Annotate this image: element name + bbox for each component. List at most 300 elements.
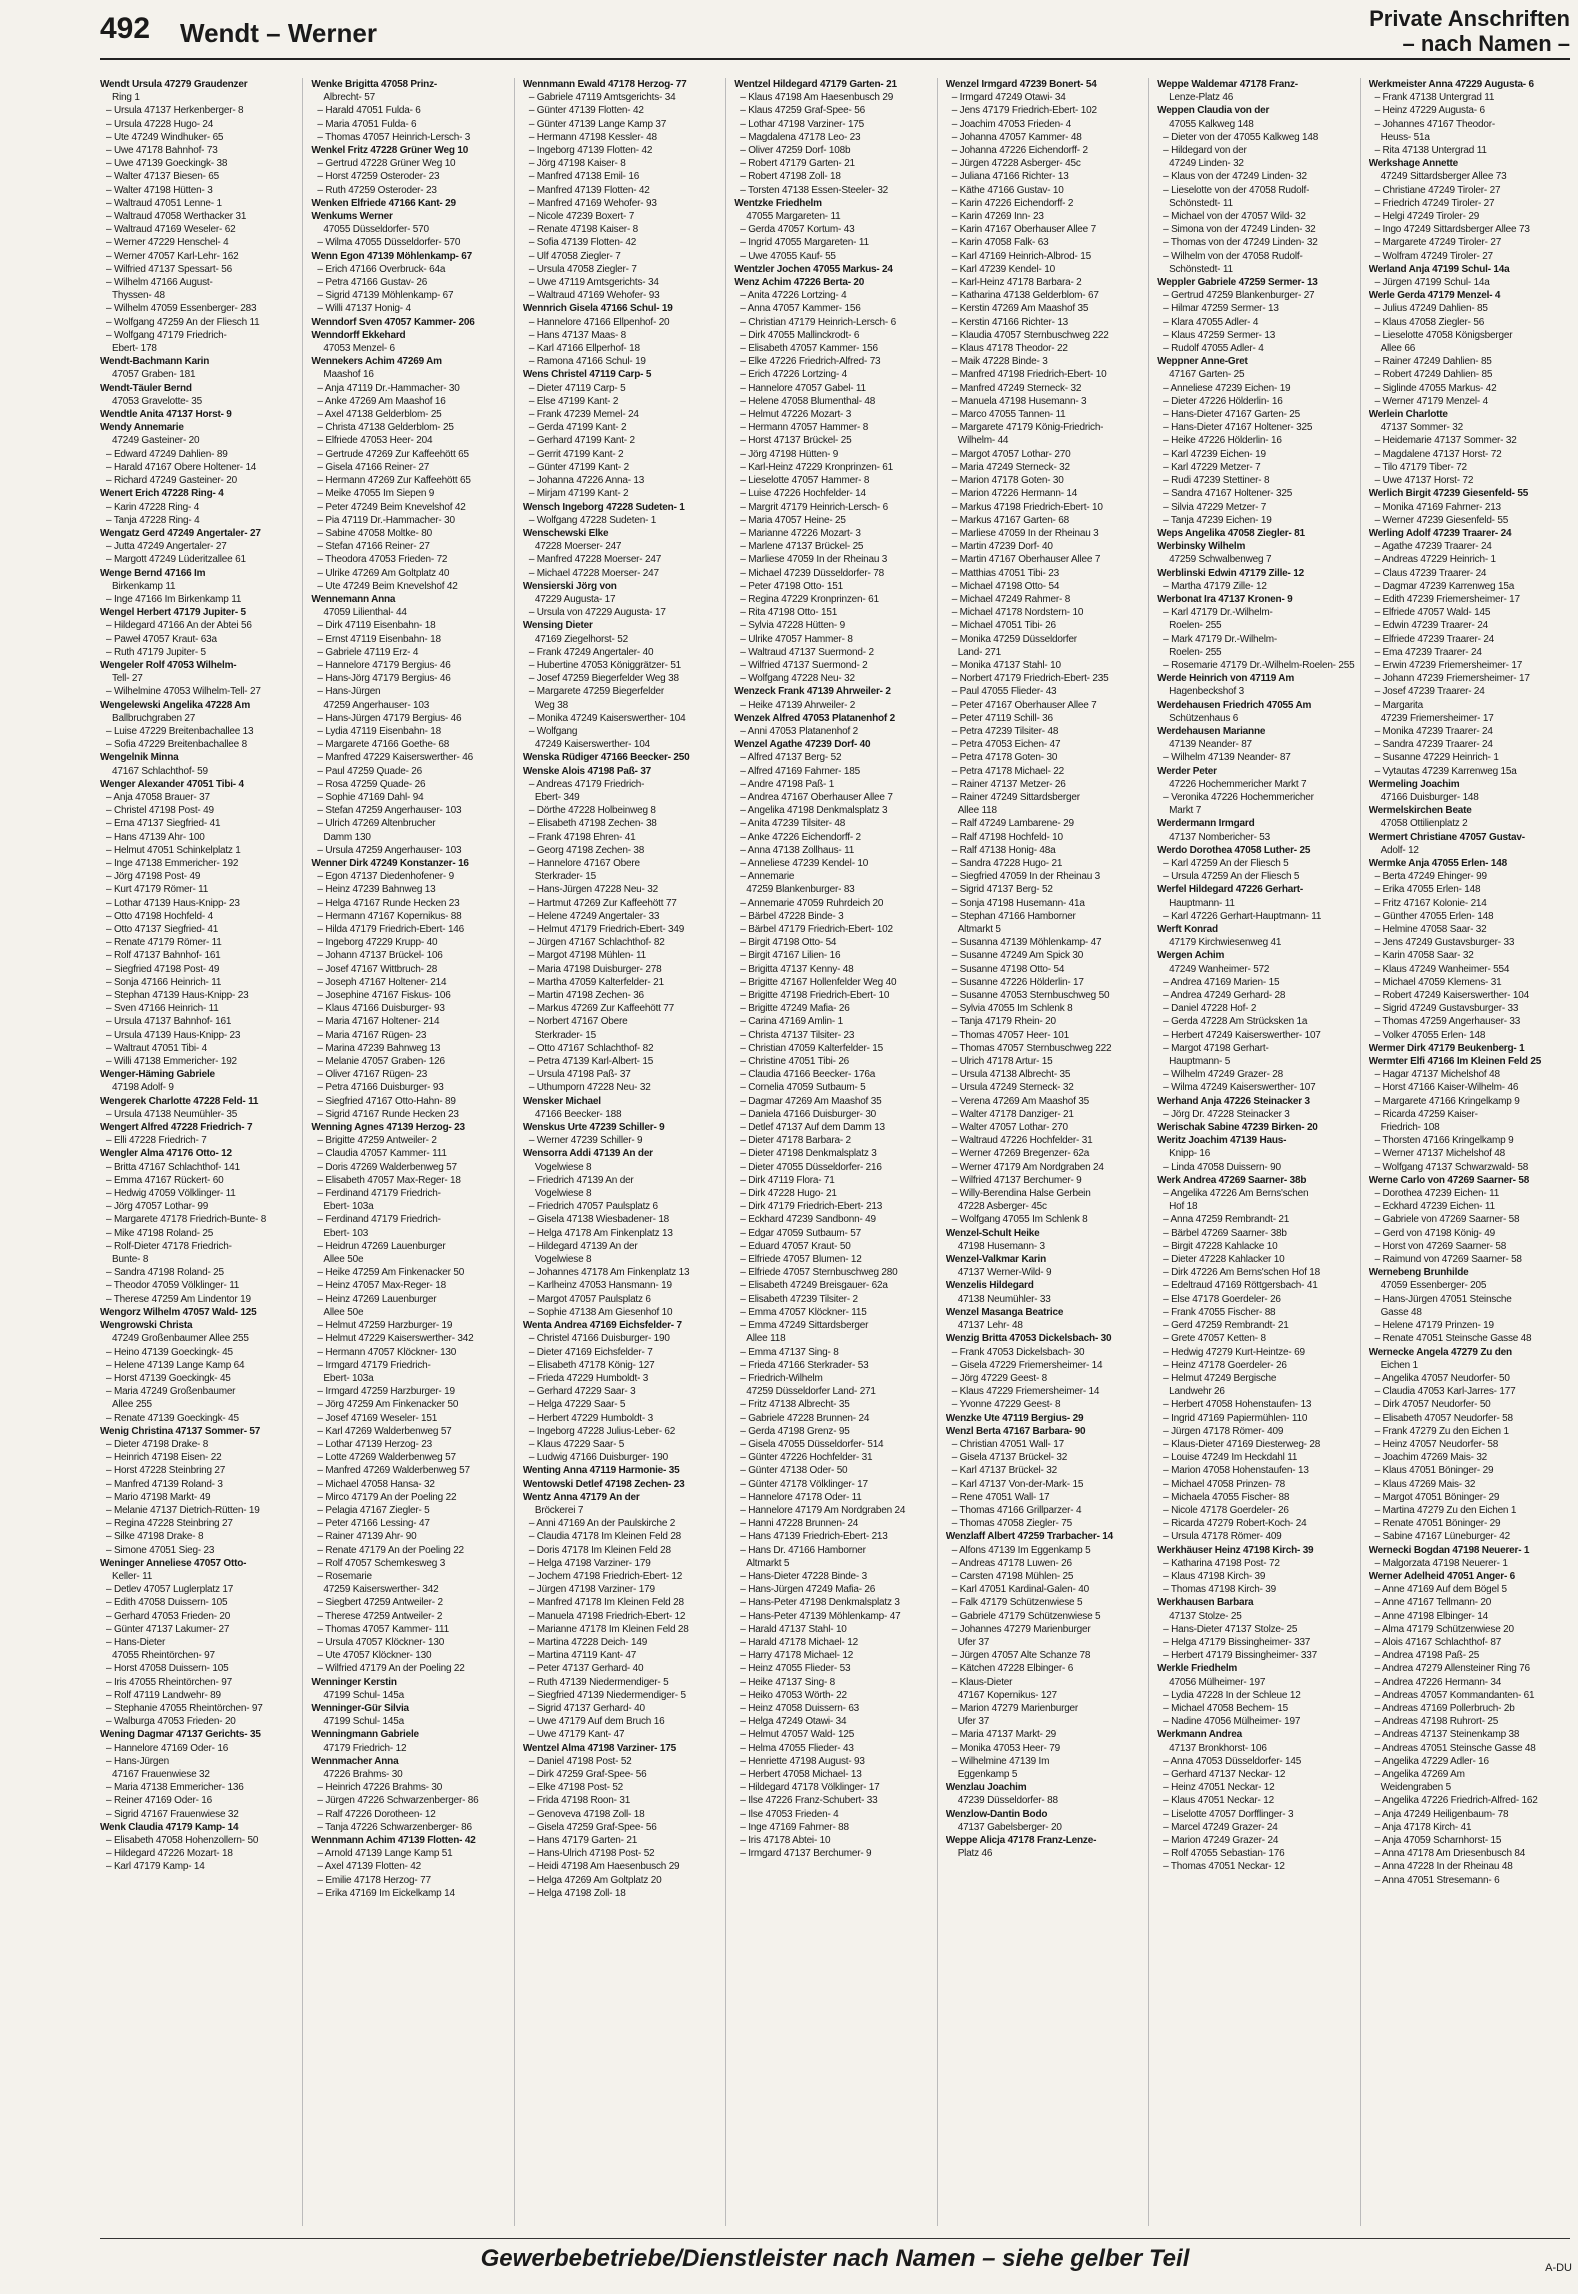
directory-entry: – Heinz 47229 Augusta- 6 <box>1374 105 1485 117</box>
directory-entry: – Karl 47166 Ellperhof- 18 <box>528 343 640 355</box>
directory-entry: – Ute 47249 Beim Knevelshof 42 <box>317 580 458 592</box>
directory-entry: – Petra 47178 Goten- 30 <box>951 752 1058 764</box>
directory-entry: 47249 Wanheimer- 572 <box>1169 963 1270 975</box>
directory-entry: – Wilma 47055 Düsseldorfer- 570 <box>317 237 461 249</box>
directory-entry: Ebert- 103a <box>323 1372 374 1384</box>
directory-entry: 47137 Sommer- 32 <box>1380 422 1463 434</box>
directory-entry: – Eckhard 47239 Eichen- 11 <box>1374 1201 1495 1213</box>
directory-entry: – Maria 47249 Sterneck- 32 <box>951 461 1070 473</box>
directory-entry-name: Wenken Elfriede 47166 Kant- 29 <box>311 197 456 209</box>
directory-entry-name: Wensing Dieter <box>522 620 593 632</box>
directory-entry: Sterkrader- 15 <box>534 1029 596 1041</box>
directory-entry: – Ursula 47138 Neumühler- 35 <box>106 1108 238 1120</box>
directory-entry: Friedrich- 108 <box>1380 1122 1440 1134</box>
directory-entry: – Emilie 47178 Herzog- 77 <box>317 1874 431 1886</box>
directory-entry: – Otto 47167 Schlachthof- 82 <box>528 1042 654 1054</box>
directory-entry: – Petra 47053 Eichen- 47 <box>951 739 1061 751</box>
directory-entry: – Margarete 47179 König-Friedrich- <box>951 422 1104 434</box>
directory-entry-name: Werk Andrea 47269 Saarner- 38b <box>1157 1174 1307 1186</box>
directory-entry: – Willi 47138 Emmericher- 192 <box>106 1056 237 1068</box>
directory-entry: – Gerd 47259 Rembrandt- 21 <box>1163 1320 1289 1332</box>
directory-entry: – Klaus 47051 Böninger- 29 <box>1374 1465 1494 1477</box>
directory-entry: – Regina 47229 Kronprinzen- 61 <box>740 593 879 605</box>
directory-entry: – Wilhelm 47166 August- <box>106 277 213 289</box>
directory-entry-name: Wermke Anja 47055 Erlen- 148 <box>1368 857 1507 869</box>
directory-entry: – Michaela 47055 Fischer- 88 <box>1163 1491 1290 1503</box>
directory-entry: – Gerda 47199 Kant- 2 <box>528 422 627 434</box>
directory-entry: – Rainer 47139 Ahr- 90 <box>317 1531 417 1543</box>
directory-entry: – Nadine 47056 Mülheimer- 197 <box>1163 1716 1301 1728</box>
directory-entry: – Gisela 47137 Brückel- 32 <box>951 1452 1068 1464</box>
directory-entry: – Thomas 47057 Heer- 101 <box>951 1029 1070 1041</box>
directory-entry: – Brigitte 47249 Mafia- 26 <box>740 1003 850 1015</box>
directory-entry: – Eckhard 47239 Sandbonn- 49 <box>740 1214 876 1226</box>
directory-entry: – Wilfried 47179 An der Poeling 22 <box>317 1663 465 1675</box>
directory-entry: – Magdalene 47137 Horst- 72 <box>1374 448 1502 460</box>
directory-entry: – Werner 47269 Bregenzer- 62a <box>951 1148 1090 1160</box>
directory-entry: – Martin 47239 Dorf- 40 <box>951 541 1053 553</box>
directory-entry: 47056 Mülheimer- 197 <box>1169 1676 1266 1688</box>
directory-entry: – Hans 47139 Friedrich-Ebert- 213 <box>740 1531 888 1543</box>
directory-entry: – Heike 47139 Ahrweiler- 2 <box>740 699 856 711</box>
directory-entry: – Klaudia 47057 Sternbuschweg 222 <box>951 329 1109 341</box>
directory-entry: – Christian 47179 Heinrich-Lersch- 6 <box>740 316 896 328</box>
directory-entry: Eichen 1 <box>1380 1359 1418 1371</box>
directory-entry-name: Wentzel Hildegard 47179 Garten- 21 <box>734 79 897 90</box>
directory-entry-name: Wermelskirchen Beate <box>1368 805 1472 817</box>
directory-entry: Schönstedt- 11 <box>1169 197 1233 209</box>
directory-entry: – Thomas 47058 Ziegler- 75 <box>951 1518 1072 1530</box>
directory-entry: – Manfred 47228 Moerser- 247 <box>528 554 662 566</box>
directory-entry: – Jörg 47198 Hütten- 9 <box>740 448 839 460</box>
directory-entry: Gasse 48 <box>1380 1306 1422 1318</box>
directory-entry-name: Wenzlaff Albert 47259 Trarbacher- 14 <box>945 1531 1114 1543</box>
directory-entry: – Ilse 47053 Frieden- 4 <box>740 1808 839 1820</box>
directory-entry: – Frieda 47229 Humboldt- 3 <box>528 1372 649 1384</box>
directory-entry: 47259 Angerhauser- 103 <box>323 699 430 711</box>
directory-entry: – Dieter 47226 Hölderlin- 16 <box>1163 395 1283 407</box>
directory-entry: – Waltraud 47226 Hochfelder- 31 <box>951 1135 1093 1147</box>
directory-entry: – Elfriede 47057 Blumen- 12 <box>740 1254 862 1266</box>
directory-entry: – Werner 47179 Am Nordgraben 24 <box>951 1161 1104 1173</box>
directory-entry: – Frieda 47166 Sterkrader- 53 <box>740 1359 869 1371</box>
directory-entry: – Harald 47051 Fulda- 6 <box>317 105 421 117</box>
directory-entry: – Maria 47167 Holtener- 214 <box>317 1016 440 1028</box>
directory-entry-name: Werischak Sabine 47239 Birken- 20 <box>1157 1122 1318 1134</box>
directory-entry-name: Wenschewski Elke <box>522 527 609 539</box>
directory-entry: – Ursula 47178 Römer- 409 <box>1163 1531 1282 1543</box>
directory-entry: – Stefan 47166 Reiner- 27 <box>317 541 430 553</box>
directory-entry: – Elfriede 47239 Traarer- 24 <box>1374 633 1495 645</box>
directory-entry: – Uwe 47139 Goeckingk- 38 <box>106 158 228 170</box>
directory-entry: – Uwe 47178 Bahnhof- 73 <box>106 145 218 157</box>
directory-entry: – Susanne 47053 Sternbuschweg 50 <box>951 990 1110 1002</box>
directory-entry: – Andreas 47057 Kommandanten- 61 <box>1374 1689 1535 1701</box>
directory-entry: – Horst 47137 Brückel- 25 <box>740 435 852 447</box>
directory-entry: 47169 Ziegelhorst- 52 <box>534 633 628 645</box>
directory-entry: – Therese 47259 Antweiler- 2 <box>317 1610 443 1622</box>
directory-entry: – Martina 47228 Deich- 149 <box>528 1636 648 1648</box>
directory-entry: – Sophie 47169 Dahl- 94 <box>317 791 424 803</box>
directory-entry: – Luise 47229 Breitenbachallee 13 <box>106 725 254 737</box>
directory-entry: – Inge 47138 Emmericher- 192 <box>106 857 239 869</box>
directory-entry: – Oliver 47259 Dorf- 108b <box>740 145 851 157</box>
directory-entry: – Elisabeth 47249 Breisgauer- 62a <box>740 1280 888 1292</box>
directory-entry: – Maria 47198 Duisburger- 278 <box>528 963 662 975</box>
directory-entry: – Sigrid 47137 Gerhard- 40 <box>528 1702 645 1714</box>
directory-entry: – Michael von der 47057 Wild- 32 <box>1163 211 1306 223</box>
directory-entry: – Helmut 47259 Harzburger- 19 <box>317 1320 453 1332</box>
directory-entry: – Gerda 47057 Kortum- 43 <box>740 224 855 236</box>
directory-entry: – Maria 47249 Großenbaumer <box>106 1386 236 1398</box>
directory-entry: – Erwin 47239 Friemersheimer- 17 <box>1374 659 1523 671</box>
directory-entry: – Wolfgang 47228 Neu- 32 <box>740 673 855 685</box>
directory-entry: Roelen- 255 <box>1169 620 1222 632</box>
directory-entry-name: Wengelnik Minna <box>100 752 179 764</box>
directory-entry: Altmarkt 5 <box>746 1557 790 1569</box>
directory-entry: – Anke 47269 Am Maashof 16 <box>317 395 446 407</box>
directory-entry: – Gertrud 47228 Grüner Weg 10 <box>317 158 456 170</box>
directory-entry: – Helmine 47058 Saar- 32 <box>1374 924 1487 935</box>
directory-entry: Ufer 37 <box>957 1636 990 1648</box>
directory-entry: – Klara 47055 Adler- 4 <box>1163 316 1259 328</box>
directory-entry: – Ferdinand 47179 Friedrich- <box>317 1188 441 1200</box>
directory-entry: – Gerda 47228 Am Strücksken 1a <box>1163 1016 1308 1028</box>
directory-entry-name: Wennekers Achim 47269 Am <box>311 356 442 368</box>
directory-entry: – Heinz 47239 Bahnweg 13 <box>317 884 436 896</box>
directory-entry: – Margarete 47166 Goethe- 68 <box>317 739 450 751</box>
directory-entry: – Andreas 47137 Steinenkamp 38 <box>1374 1729 1520 1741</box>
directory-entry: – Maria 47051 Fulda- 6 <box>317 118 417 130</box>
directory-entry: – Edwin 47239 Traarer- 24 <box>1374 620 1488 632</box>
directory-entry: Ring 1 <box>112 92 140 104</box>
directory-entry-name: Wenger Alexander 47051 Tibi- 4 <box>100 778 244 790</box>
directory-entry: – Thomas von der 47249 Linden- 32 <box>1163 237 1318 249</box>
directory-entry: – Emma 47057 Klöckner- 115 <box>740 1306 867 1318</box>
directory-entry: – Thorsten 47166 Kringelkamp 9 <box>1374 1135 1514 1147</box>
directory-entry-name: Wengrowski Christa <box>100 1320 193 1332</box>
directory-entry: – Heidi 47198 Am Haesenbusch 29 <box>528 1861 680 1873</box>
directory-entry: – Renate 47139 Goeckingk- 45 <box>106 1412 239 1424</box>
directory-entry: – Paweł 47057 Kraut- 63a <box>106 633 217 645</box>
directory-entry: – Elisabeth 47239 Tilsiter- 2 <box>740 1293 858 1305</box>
directory-entry: – Silvia 47229 Metzer- 7 <box>1163 501 1267 513</box>
directory-entry: – Britta 47167 Schlachthof- 141 <box>106 1161 240 1173</box>
directory-entry: – Hildegard 47226 Mozart- 18 <box>106 1848 233 1860</box>
directory-entry: – Walter 47178 Danziger- 21 <box>951 1108 1074 1120</box>
directory-entry: – Karl 47269 Walderbenweg 57 <box>317 1425 452 1437</box>
directory-entry: – Karin 47226 Eichendorff- 2 <box>951 197 1074 209</box>
directory-entry: 47259 Düsseldorfer Land- 271 <box>746 1386 876 1398</box>
directory-entry: Allee 255 <box>112 1399 152 1411</box>
directory-entry: – Wilfried 47137 Spessart- 56 <box>106 263 232 275</box>
directory-entry: – Gerhard 47137 Neckar- 12 <box>1163 1769 1286 1780</box>
directory-entry: – Johann 47137 Brückel- 106 <box>317 950 443 962</box>
directory-entry: – Lothar 47139 Herzog- 23 <box>317 1438 432 1450</box>
directory-entry: – Jürgen 47228 Asberger- 45c <box>951 158 1081 170</box>
directory-entry: – Tanja 47179 Rhein- 20 <box>951 1016 1056 1028</box>
directory-entry: – Juliana 47166 Richter- 13 <box>951 171 1069 183</box>
directory-entry: 47228 Asberger- 45c <box>957 1201 1047 1213</box>
directory-entry: – Hannelore 47169 Oder- 16 <box>106 1742 229 1754</box>
directory-entry: – Sofia 47229 Breitenbachallee 8 <box>106 739 247 751</box>
directory-entry: – Petra 47166 Gustav- 26 <box>317 277 428 289</box>
directory-entry: – Heinz 47055 Flieder- 53 <box>740 1663 851 1675</box>
directory-entry: – Karl 47226 Gerhart-Hauptmann- 11 <box>1163 910 1322 922</box>
directory-entry: – Ursula 47058 Ziegler- 7 <box>528 263 637 275</box>
directory-entry: – Michael 47249 Rahmer- 8 <box>951 593 1071 605</box>
directory-entry: – Heinz 47058 Duissern- 63 <box>740 1702 860 1714</box>
directory-entry: 47167 Kopernikus- 127 <box>957 1689 1057 1701</box>
directory-entry: – Petra 47166 Duisburger- 93 <box>317 1082 444 1094</box>
directory-entry: Maashof 16 <box>323 369 374 381</box>
directory-entry-name: Wenndorf Sven 47057 Kammer- 206 <box>311 316 475 328</box>
directory-entry: 47249 Linden- 32 <box>1169 158 1244 170</box>
directory-entry: – Sigrid 47137 Berg- 52 <box>951 884 1053 896</box>
directory-entry: – Hannelore 47178 Oder- 11 <box>740 1491 862 1503</box>
directory-entry: – Susanne 47198 Otto- 54 <box>951 963 1065 975</box>
directory-entry: – Horst 47139 Goeckingk- 45 <box>106 1372 231 1384</box>
directory-entry: – Reiner 47169 Oder- 16 <box>106 1795 213 1807</box>
directory-entry: – Herbert 47229 Humboldt- 3 <box>528 1412 653 1424</box>
directory-entry: – Sandra 47167 Holtener- 325 <box>1163 488 1293 500</box>
directory-entry: – Andre 47198 Paß- 1 <box>740 778 835 790</box>
directory-entry: – Michael 47228 Moerser- 247 <box>528 567 659 579</box>
directory-entry: – Marina 47239 Bahnweg 13 <box>317 1042 441 1054</box>
directory-entry: – Uwe 47137 Horst- 72 <box>1374 475 1474 487</box>
directory-entry: – Sonja 47166 Heinrich- 11 <box>106 976 222 988</box>
directory-entry: – Ulf 47058 Ziegler- 7 <box>528 250 621 262</box>
directory-entry: – Brigitte 47167 Hollenfelder Weg 40 <box>740 976 897 988</box>
directory-entry-name: Wenting Anna 47119 Harmonie- 35 <box>522 1465 680 1477</box>
directory-entry: – Iris 47178 Abtei- 10 <box>740 1835 831 1847</box>
directory-entry: – Christian 47059 Kalterfelder- 15 <box>740 1042 884 1054</box>
directory-entry: – Hubertine 47053 Königgrätzer- 51 <box>528 659 682 671</box>
directory-entry: – Arnold 47139 Lange Kamp 51 <box>317 1848 453 1860</box>
directory-entry-name: Weppner Anne-Gret <box>1157 356 1248 368</box>
directory-entry: – Helmut 47051 Schinkelplatz 1 <box>106 844 241 856</box>
directory-entry: – Anja 47059 Scharnhorst- 15 <box>1374 1835 1502 1847</box>
directory-entry: – Ema 47239 Traarer- 24 <box>1374 646 1482 658</box>
directory-entry: – Kerstin 47166 Richter- 13 <box>951 316 1069 328</box>
directory-entry-name: Wenig Christina 47137 Sommer- 57 <box>100 1425 261 1437</box>
directory-entry: – Jens 47179 Friedrich-Ebert- 102 <box>951 105 1097 117</box>
directory-entry-name: Wendtle Anita 47137 Horst- 9 <box>100 409 232 421</box>
directory-entry: – Elfriede 47057 Wald- 145 <box>1374 607 1491 619</box>
directory-entry: – Anneliese 47239 Eichen- 19 <box>1163 382 1291 394</box>
directory-column-5 <box>946 78 1149 2226</box>
directory-entry-name: Wenkel Fritz 47228 Grüner Weg 10 <box>311 145 469 157</box>
directory-entry: Hof 18 <box>1169 1201 1198 1213</box>
directory-entry: – Otto 47198 Hochfeld- 4 <box>106 910 213 922</box>
directory-entry: – Siegfried 47198 Post- 49 <box>106 963 220 975</box>
directory-column-3 <box>523 78 726 2226</box>
directory-entry: – Hans-Ulrich 47198 Post- 52 <box>528 1848 655 1860</box>
directory-entry: – Hans-Jürgen 47179 Bergius- 46 <box>317 712 462 724</box>
directory-entry: – Bärbel 47228 Binde- 3 <box>740 910 844 922</box>
directory-entry: – Marliese 47059 In der Rheinau 3 <box>951 527 1099 539</box>
directory-entry: Weg 38 <box>534 699 568 711</box>
directory-entry: – Ursula 47137 Herkenberger- 8 <box>106 105 244 117</box>
directory-entry: – Peter 47137 Gerhard- 40 <box>528 1663 644 1675</box>
directory-entry: – Malgorzata 47198 Neuerer- 1 <box>1374 1557 1508 1569</box>
directory-entry: – Julius 47249 Dahlien- 85 <box>1374 303 1488 315</box>
directory-entry: – Josef 47239 Traarer- 24 <box>1374 686 1485 698</box>
directory-entry: – Helene 47058 Blumenthal- 48 <box>740 395 876 407</box>
directory-entry: – Therese 47259 Am Lindentor 19 <box>106 1293 251 1305</box>
directory-entry: – Jürgen 47226 Schwarzenberger- 86 <box>317 1795 479 1807</box>
directory-entry: – Marianne 47178 Im Kleinen Feld 28 <box>528 1623 689 1635</box>
directory-entry: – Markus 47167 Garten- 68 <box>951 514 1069 526</box>
directory-entry: – Verena 47269 Am Maashof 35 <box>951 1095 1089 1107</box>
directory-entry: – Gertrud 47259 Blankenburger- 27 <box>1163 290 1315 302</box>
section-title-line-1: Private Anschriften <box>1369 6 1570 31</box>
directory-entry: – Hermann 47198 Kessler- 48 <box>528 131 657 143</box>
directory-entry: – Inge 47169 Fahrner- 88 <box>740 1821 849 1833</box>
directory-entry-name: Wenninger-Gür Silvia <box>311 1702 409 1714</box>
directory-entry: – Yvonne 47229 Geest- 8 <box>951 1399 1061 1411</box>
directory-entry: Eggenkamp 5 <box>957 1769 1018 1780</box>
directory-entry-name: Werland Anja 47199 Schul- 14a <box>1368 263 1510 275</box>
directory-entry: – Ludwig 47166 Duisburger- 190 <box>528 1452 668 1464</box>
directory-entry: – Doris 47178 Im Kleinen Feld 28 <box>528 1544 671 1556</box>
directory-entry: Sterkrader- 15 <box>534 871 596 883</box>
directory-entry: – Jörg 47229 Geest- 8 <box>951 1372 1048 1384</box>
directory-entry: – Nicole 47178 Goerdeler- 26 <box>1163 1504 1289 1516</box>
directory-entry: Roelen- 255 <box>1169 646 1222 658</box>
directory-entry: 47199 Schul- 145a <box>323 1689 404 1701</box>
directory-entry: – Frank 47055 Fischer- 88 <box>1163 1306 1276 1318</box>
name-range-heading: Wendt – Werner <box>180 18 377 48</box>
directory-entry-name: Wendt Ursula 47279 Graudenzer <box>100 79 248 90</box>
directory-entry: 47239 Friemersheimer- 17 <box>1380 712 1494 724</box>
directory-entry: – Meike 47055 Im Siepen 9 <box>317 488 435 500</box>
directory-entry: – Hermann 47057 Klöckner- 130 <box>317 1346 457 1358</box>
directory-entry: – Wilhelmine 47139 Im <box>951 1755 1050 1767</box>
directory-entry-name: Weppe Alicja 47178 Franz-Lenze- <box>945 1835 1097 1847</box>
directory-entry: 47259 Schwalbenweg 7 <box>1169 554 1272 566</box>
directory-entry-name: Wenge Bernd 47166 Im <box>100 567 206 579</box>
directory-entry: 47249 Großenbaumer Allee 255 <box>112 1333 249 1345</box>
directory-entry: – Stephanie 47055 Rheintörchen- 97 <box>106 1702 263 1714</box>
directory-entry: – Karl 47137 Brückel- 32 <box>951 1465 1057 1477</box>
directory-entry-name: Wennmann Achim 47139 Flotten- 42 <box>311 1835 476 1847</box>
directory-entry: – Alma 47179 Schützenwiese 20 <box>1374 1623 1514 1635</box>
directory-entry: – Ingeborg 47229 Krupp- 40 <box>317 937 438 949</box>
directory-entry: – Edeltraud 47169 Röttgersbach- 41 <box>1163 1280 1318 1292</box>
directory-entry: Adolf- 12 <box>1380 844 1419 856</box>
directory-entry: – Andrea 47226 Hermann- 34 <box>1374 1676 1502 1688</box>
directory-entry: – Jutta 47249 Angertaler- 27 <box>106 541 227 553</box>
directory-entry: – Falk 47179 Schützenwiese 5 <box>951 1597 1083 1609</box>
directory-entry: – Vytautas 47239 Karrenweg 15a <box>1374 765 1517 777</box>
directory-entry: – Peter 47198 Otto- 151 <box>740 580 843 592</box>
directory-entry: – Susanne 47226 Hölderlin- 17 <box>951 976 1084 988</box>
directory-entry: – Andrea 47279 Allensteiner Ring 76 <box>1374 1663 1530 1675</box>
directory-entry: – Andreas 47178 Luwen- 26 <box>951 1557 1072 1569</box>
directory-entry: – Günter 47138 Oder- 50 <box>740 1465 848 1477</box>
directory-entry: – Lieselotte 47058 Königsberger <box>1374 329 1513 341</box>
directory-entry: – Margarete 47178 Friedrich-Bunte- 8 <box>106 1214 267 1226</box>
directory-entry: – Ursula 47137 Bahnhof- 161 <box>106 1016 232 1028</box>
directory-entry: – Lieselotte von der 47058 Rudolf- <box>1163 184 1310 196</box>
directory-entry: – Günter 47139 Lange Kamp 37 <box>528 118 667 130</box>
directory-entry: – Markus 47269 Zur Kaffeehött 77 <box>528 1003 675 1015</box>
directory-entry: – Jörg Dr. 47228 Steinacker 3 <box>1163 1108 1290 1120</box>
directory-entry: – Oliver 47167 Rügen- 23 <box>317 1069 428 1081</box>
directory-entry: – Maria 47057 Heine- 25 <box>740 514 846 526</box>
directory-entry: – Rainer 47249 Sittardsberger <box>951 791 1080 803</box>
directory-entry: – Emma 47137 Sing- 8 <box>740 1346 839 1358</box>
directory-entry: – Maria 47138 Emmericher- 136 <box>106 1782 244 1794</box>
directory-entry: – Martin 47198 Zechen- 36 <box>528 990 644 1002</box>
directory-entry: – Ursula 47259 Angerhauser- 103 <box>317 844 462 856</box>
directory-entry: – Lydia 47119 Eisenbahn- 18 <box>317 725 442 737</box>
directory-entry: – Henriette 47198 August- 93 <box>740 1755 865 1767</box>
directory-entry: – Theodor 47059 Völklinger- 11 <box>106 1280 240 1292</box>
directory-entry: – Harald 47167 Obere Holtener- 14 <box>106 461 257 473</box>
directory-entry-name: Werdo Dorothea 47058 Luther- 25 <box>1157 844 1311 856</box>
directory-entry: – Wilhelmine 47053 Wilhelm-Tell- 27 <box>106 686 261 698</box>
directory-entry: – Hermann 47167 Kopernikus- 88 <box>317 910 462 922</box>
directory-entry: – Hans 47137 Maas- 8 <box>528 329 627 341</box>
directory-entry: – Karl 47169 Heinrich-Albrod- 15 <box>951 250 1091 262</box>
directory-entry-name: Wentzke Friedhelm <box>734 197 822 209</box>
directory-entry: Ufer 37 <box>957 1716 990 1728</box>
directory-entry-name: Wenningmann Gabriele <box>311 1729 419 1741</box>
directory-entry: – Sofia 47139 Flotten- 42 <box>528 237 637 249</box>
directory-entry: 47137 Bronkhorst- 106 <box>1169 1742 1267 1754</box>
directory-entry: – Jürgen 47167 Schlachthof- 82 <box>528 937 665 949</box>
directory-entry: – Heike 47137 Sing- 8 <box>740 1676 836 1688</box>
directory-entry: – Günter 47199 Kant- 2 <box>528 461 629 473</box>
directory-entry: – Edith 47239 Friemersheimer- 17 <box>1374 593 1520 605</box>
directory-entry: – Manfred 47139 Flotten- 42 <box>528 184 650 196</box>
directory-entry: – Mirjam 47199 Kant- 2 <box>528 488 629 500</box>
directory-entry: – Klaus 47259 Graf-Spee- 56 <box>740 105 865 117</box>
directory-entry: – Gabriele 47119 Erz- 4 <box>317 646 419 658</box>
directory-entry: – Silke 47198 Drake- 8 <box>106 1531 204 1543</box>
directory-entry: – Martina 47279 Zu den Eichen 1 <box>1374 1504 1517 1516</box>
directory-entry: – Anna 47259 Rembrandt- 21 <box>1163 1214 1290 1226</box>
directory-entry: – Frank 47198 Ehren- 41 <box>528 831 636 843</box>
directory-entry: – Anna 47051 Stresemann- 6 <box>1374 1874 1500 1886</box>
directory-entry: – Horst 47166 Kaiser-Wilhelm- 46 <box>1374 1082 1519 1094</box>
directory-entry: – Hans Dr. 47166 Hamborner <box>740 1544 866 1556</box>
directory-entry: – Andreas 47198 Ruhrort- 25 <box>1374 1716 1499 1728</box>
directory-entry: – Jörg 47198 Post- 49 <box>106 871 201 883</box>
directory-entry: – Annemarie <box>740 871 795 883</box>
directory-entry: – Otto 47137 Siegfried- 41 <box>106 924 219 935</box>
directory-entry: – Volker 47055 Erlen- 148 <box>1374 1029 1486 1041</box>
directory-entry: – Elisabeth 47057 Neudorfer- 58 <box>1374 1412 1513 1424</box>
directory-entry: – Rolf 47137 Bahnhof- 161 <box>106 950 221 962</box>
directory-entry: – Karl 47239 Eichen- 19 <box>1163 448 1266 460</box>
directory-entry: – Hannelore 47167 Obere <box>528 857 640 869</box>
directory-entry: – Peter 47119 Schill- 36 <box>951 712 1053 724</box>
directory-entry-name: Weninger Anneliese 47057 Otto- <box>100 1557 247 1569</box>
directory-entry: – Frank 47138 Untergrad 11 <box>1374 92 1495 104</box>
directory-entry: Ebert- 349 <box>534 791 580 803</box>
directory-entry-name: Wentzel Alma 47198 Varziner- 175 <box>522 1742 676 1754</box>
directory-entry: – Karl 47229 Metzer- 7 <box>1163 461 1261 473</box>
directory-entry: – Joachim 47269 Mais- 32 <box>1374 1452 1488 1464</box>
directory-entry: – Wolfgang 47179 Friedrich- <box>106 329 227 341</box>
directory-entry: – Karl 47259 An der Fliesch 5 <box>1163 857 1289 869</box>
directory-entry: 47137 Nombericher- 53 <box>1169 831 1270 843</box>
directory-entry: – Johannes 47178 Am Finkenplatz 13 <box>528 1267 690 1279</box>
directory-entry: – Klaus 47229 Saar- 5 <box>528 1438 625 1450</box>
